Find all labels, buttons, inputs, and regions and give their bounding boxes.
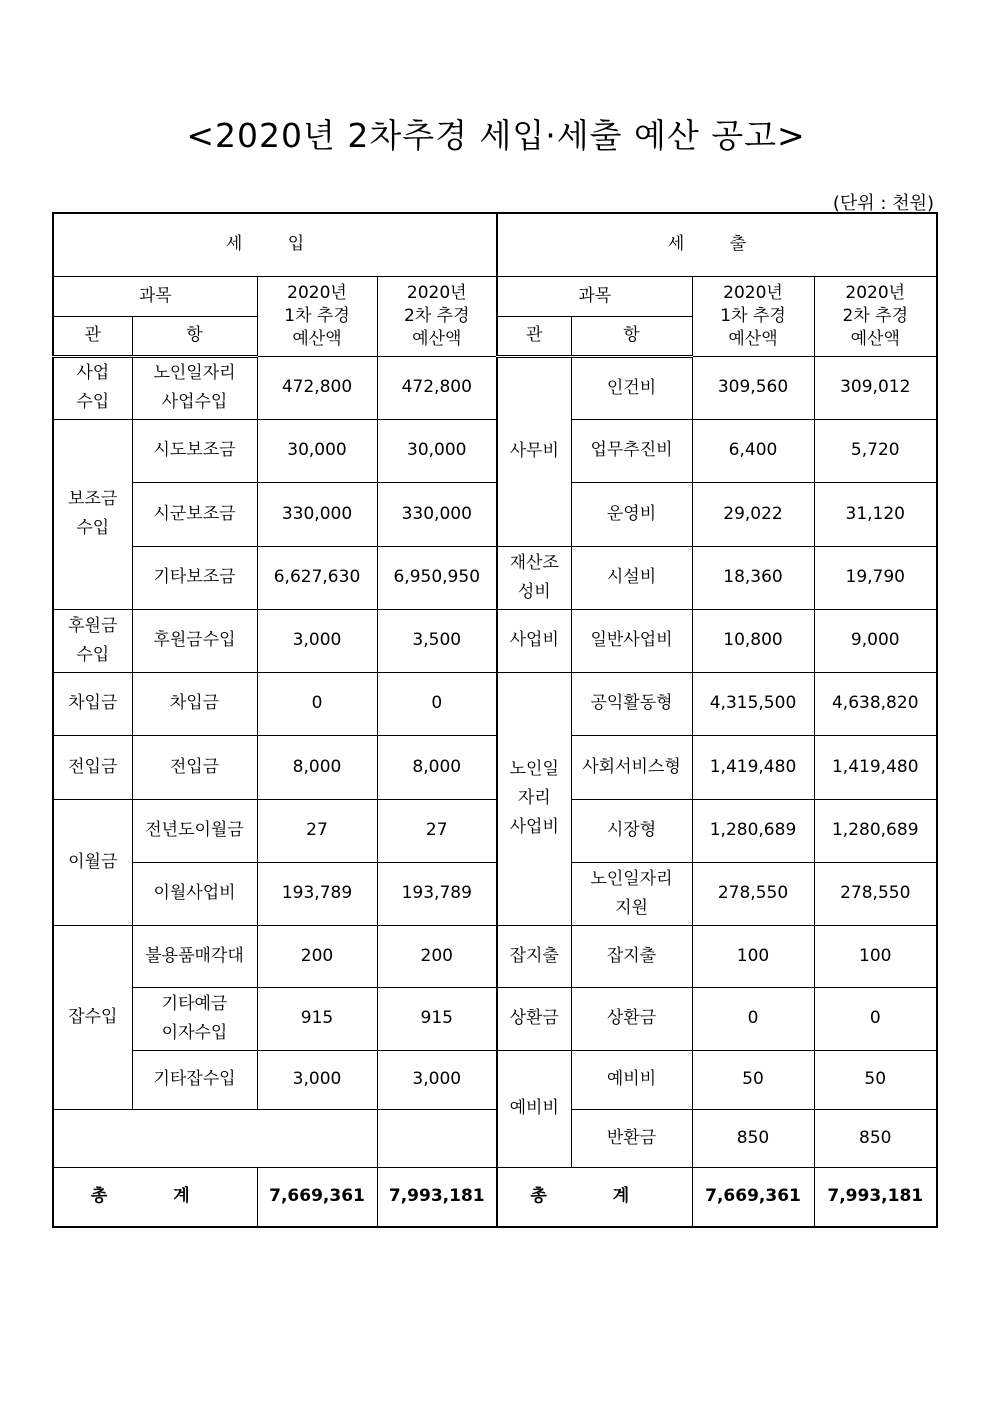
revenue-second-value: 8,000 [377, 735, 497, 799]
expense-first-value: 29,022 [692, 482, 814, 546]
revenue-first-value: 3,000 [257, 1050, 377, 1109]
expense-second-value: 1,280,689 [814, 799, 937, 862]
header-row [53, 213, 937, 276]
expense-header: 세 출 [497, 213, 937, 276]
table-row [53, 672, 937, 735]
expense-first-value: 309,560 [692, 356, 814, 419]
revenue-subject-header: 과목 [53, 276, 257, 316]
revenue-gwan-cell: 잡수입 [53, 925, 132, 1109]
expense-hang-cell: 잡지출 [571, 925, 692, 987]
expense-second-value: 31,120 [814, 482, 937, 546]
revenue-hang-cell: 기타보조금 [132, 546, 257, 609]
revenue-empty-cell [377, 1109, 497, 1167]
expense-hang-cell: 일반사업비 [571, 609, 692, 672]
expense-first-value: 1,280,689 [692, 799, 814, 862]
expense-first-value: 0 [692, 987, 814, 1050]
expense-gwan-cell: 노인일 자리 사업비 [497, 672, 571, 925]
expense-hang-cell: 노인일자리 지원 [571, 862, 692, 925]
page-title: <2020년 2차추경 세입·세출 예산 공고> [186, 116, 806, 155]
expense-first-value: 100 [692, 925, 814, 987]
expense-second-value: 850 [814, 1109, 937, 1167]
table-row [53, 925, 937, 987]
budget-table [52, 212, 938, 1228]
expense-gwan-cell: 잡지출 [497, 925, 571, 987]
expense-first-value: 6,400 [692, 419, 814, 482]
expense-total-label: 총 계 [497, 1167, 692, 1227]
revenue-second-value: 6,950,950 [377, 546, 497, 609]
expense-hang-cell: 시설비 [571, 546, 692, 609]
revenue-first-value: 8,000 [257, 735, 377, 799]
revenue-hang-cell: 노인일자리 사업수입 [132, 356, 257, 419]
revenue-hang-cell: 전입금 [132, 735, 257, 799]
expense-first-value: 1,419,480 [692, 735, 814, 799]
expense-first-budget-header: 2020년 1차 추경 예산액 [692, 276, 814, 356]
expense-second-value: 19,790 [814, 546, 937, 609]
expense-hang-header: 항 [571, 316, 692, 356]
revenue-first-value: 472,800 [257, 356, 377, 419]
expense-first-value: 4,315,500 [692, 672, 814, 735]
revenue-first-budget-header: 2020년 1차 추경 예산액 [257, 276, 377, 356]
revenue-total-label: 총 계 [53, 1167, 257, 1227]
revenue-gwan-cell: 이월금 [53, 799, 132, 925]
table-row [53, 799, 937, 862]
expense-gwan-header: 관 [497, 316, 571, 356]
expense-gwan-cell: 사업비 [497, 609, 571, 672]
revenue-gwan-cell: 보조금 수입 [53, 419, 132, 609]
revenue-total-first: 7,669,361 [257, 1167, 377, 1227]
revenue-gwan-header: 관 [53, 316, 132, 356]
revenue-second-value: 0 [377, 672, 497, 735]
revenue-gwan-cell: 전입금 [53, 735, 132, 799]
revenue-hang-header: 항 [132, 316, 257, 356]
revenue-second-value: 3,500 [377, 609, 497, 672]
expense-gwan-cell: 예비비 [497, 1050, 571, 1167]
expense-first-value: 10,800 [692, 609, 814, 672]
table-row [53, 1109, 937, 1167]
unit-note: (단위 : 천원) [832, 193, 934, 214]
revenue-second-budget-header: 2020년 2차 추경 예산액 [377, 276, 497, 356]
revenue-first-value: 30,000 [257, 419, 377, 482]
table-row [53, 987, 937, 1050]
revenue-first-value: 200 [257, 925, 377, 987]
expense-hang-cell: 업무추진비 [571, 419, 692, 482]
table-row [53, 609, 937, 672]
revenue-hang-cell: 불용품매각대 [132, 925, 257, 987]
table-row [53, 419, 937, 482]
expense-second-value: 5,720 [814, 419, 937, 482]
expense-hang-cell: 인건비 [571, 356, 692, 419]
expense-total-second: 7,993,181 [814, 1167, 937, 1227]
revenue-second-value: 27 [377, 799, 497, 862]
revenue-gwan-cell: 후원금 수입 [53, 609, 132, 672]
expense-second-value: 0 [814, 987, 937, 1050]
revenue-second-value: 30,000 [377, 419, 497, 482]
revenue-second-value: 915 [377, 987, 497, 1050]
expense-second-value: 278,550 [814, 862, 937, 925]
revenue-first-value: 6,627,630 [257, 546, 377, 609]
expense-first-value: 50 [692, 1050, 814, 1109]
expense-hang-cell: 시장형 [571, 799, 692, 862]
expense-first-value: 278,550 [692, 862, 814, 925]
revenue-first-value: 27 [257, 799, 377, 862]
expense-subject-header: 과목 [497, 276, 692, 316]
revenue-total-second: 7,993,181 [377, 1167, 497, 1227]
expense-second-value: 4,638,820 [814, 672, 937, 735]
table-row [53, 356, 937, 419]
total-row [53, 1167, 937, 1227]
revenue-first-value: 193,789 [257, 862, 377, 925]
column-header-row [53, 276, 937, 316]
revenue-hang-cell: 기타잡수입 [132, 1050, 257, 1109]
expense-gwan-cell: 재산조 성비 [497, 546, 571, 609]
revenue-gwan-cell: 차입금 [53, 672, 132, 735]
expense-total-first: 7,669,361 [692, 1167, 814, 1227]
expense-hang-cell: 사회서비스형 [571, 735, 692, 799]
expense-gwan-cell: 상환금 [497, 987, 571, 1050]
revenue-hang-cell: 시군보조금 [132, 482, 257, 546]
expense-second-value: 9,000 [814, 609, 937, 672]
revenue-first-value: 0 [257, 672, 377, 735]
expense-second-value: 309,012 [814, 356, 937, 419]
revenue-hang-cell: 전년도이월금 [132, 799, 257, 862]
expense-gwan-cell: 사무비 [497, 356, 571, 546]
revenue-first-value: 330,000 [257, 482, 377, 546]
revenue-hang-cell: 시도보조금 [132, 419, 257, 482]
table-row [53, 862, 937, 925]
revenue-header: 세 입 [53, 213, 497, 276]
revenue-gwan-cell: 사업 수입 [53, 356, 132, 419]
expense-second-value: 100 [814, 925, 937, 987]
revenue-second-value: 193,789 [377, 862, 497, 925]
revenue-first-value: 3,000 [257, 609, 377, 672]
expense-first-value: 850 [692, 1109, 814, 1167]
expense-hang-cell: 공익활동형 [571, 672, 692, 735]
revenue-hang-cell: 기타예금 이자수입 [132, 987, 257, 1050]
expense-second-budget-header: 2020년 2차 추경 예산액 [814, 276, 937, 356]
table-row [53, 546, 937, 609]
revenue-second-value: 330,000 [377, 482, 497, 546]
expense-hang-cell: 운영비 [571, 482, 692, 546]
expense-hang-cell: 예비비 [571, 1050, 692, 1109]
revenue-second-value: 200 [377, 925, 497, 987]
revenue-hang-cell: 이월사업비 [132, 862, 257, 925]
revenue-second-value: 3,000 [377, 1050, 497, 1109]
expense-second-value: 1,419,480 [814, 735, 937, 799]
revenue-second-value: 472,800 [377, 356, 497, 419]
revenue-first-value: 915 [257, 987, 377, 1050]
revenue-empty-cell [53, 1109, 377, 1167]
expense-hang-cell: 상환금 [571, 987, 692, 1050]
revenue-hang-cell: 차입금 [132, 672, 257, 735]
expense-first-value: 18,360 [692, 546, 814, 609]
revenue-hang-cell: 후원금수입 [132, 609, 257, 672]
table-row [53, 735, 937, 799]
table-row [53, 482, 937, 546]
table-row [53, 1050, 937, 1109]
expense-second-value: 50 [814, 1050, 937, 1109]
expense-hang-cell: 반환금 [571, 1109, 692, 1167]
